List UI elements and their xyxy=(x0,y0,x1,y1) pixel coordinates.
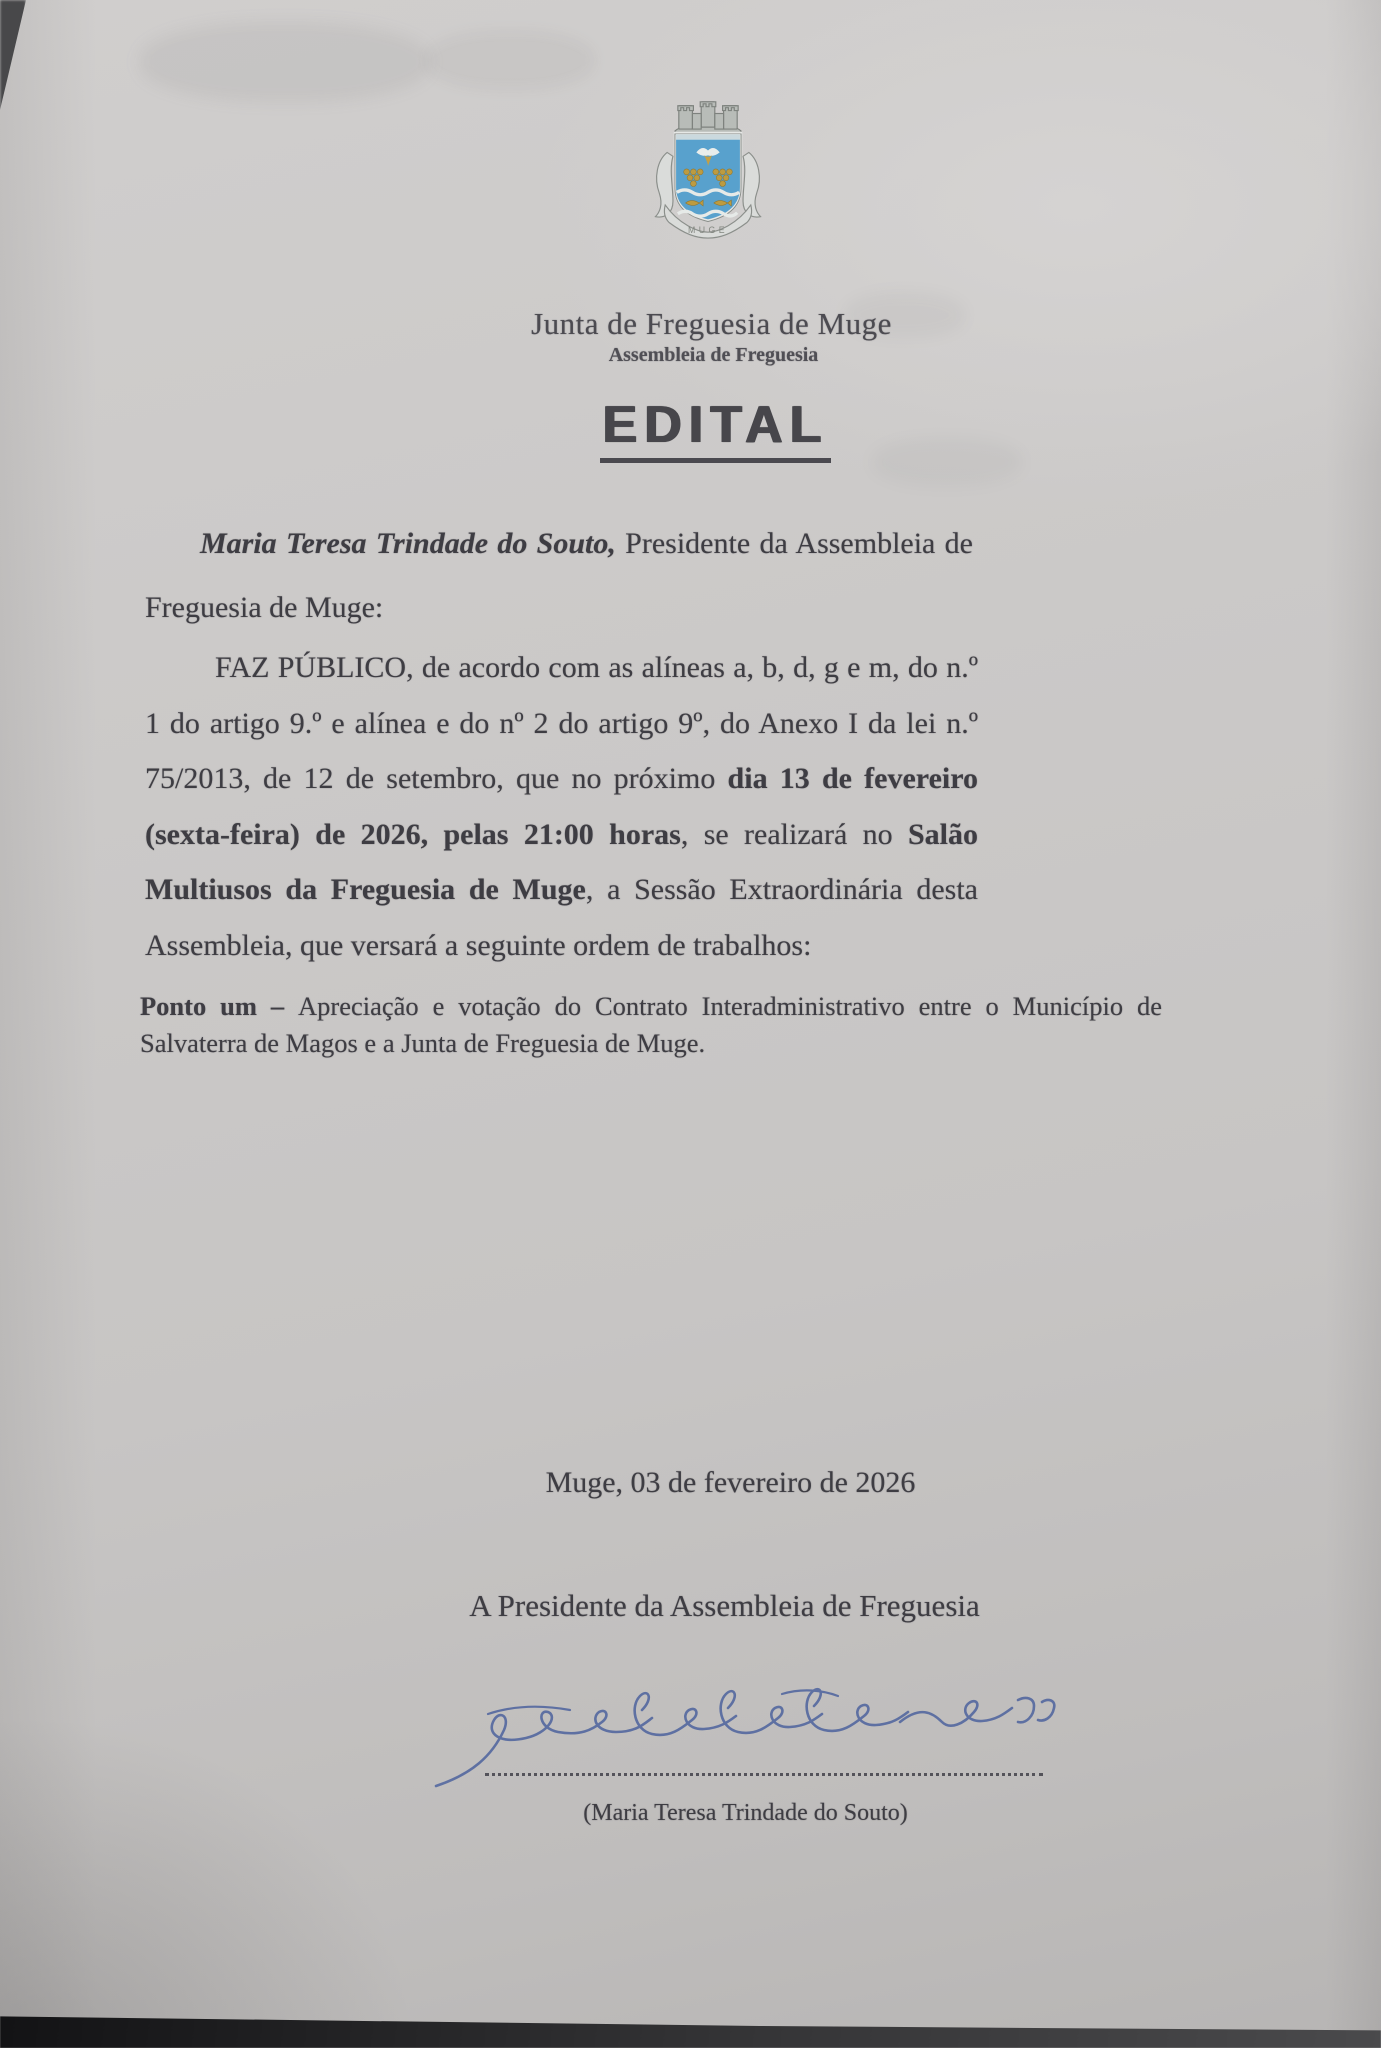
text-run: dia 13 de fevereiro (sexta-feira) de 2026, pelas 21:00 horas xyxy=(145,762,978,851)
signer-title: A Presidente da Assembleia de Freguesia xyxy=(469,1588,980,1623)
crest-motto: MUGE xyxy=(688,225,728,236)
text-run: Presidente da Assembleia de Freguesia de Muge: xyxy=(145,527,973,624)
text-run: Salão Multiusos da Freguesia de Muge xyxy=(145,817,978,906)
body-paragraph xyxy=(145,640,978,973)
text-run: , se realizará no xyxy=(680,817,908,851)
text-run: Maria Teresa Trindade do Souto, xyxy=(200,527,616,560)
org-subtitle: Assembleia de Freguesia xyxy=(608,344,819,366)
place-date-line: Muge, 03 de fevereiro de 2026 xyxy=(545,1466,916,1499)
signer-printed-name: (Maria Teresa Trindade do Souto) xyxy=(583,1800,908,1826)
text-run: FAZ PÚBLICO, de acordo com as alíneas a, b, d, g e m, do n.º 1 do artigo 9.º e alínea e do nº 2 do artigo 9º, do Anexo I da lei n.º 75/2013, de 12 de setembro, que no próximo xyxy=(145,651,978,795)
handwritten-signature xyxy=(430,1678,1074,1790)
document-title-row xyxy=(25,398,1381,463)
agenda-item-paragraph xyxy=(140,988,1162,1062)
signature-area xyxy=(430,1678,1074,1790)
text-run: Apreciação e votação do Contrato Interadministrativo entre o Município de Salvaterra de Magos e a Junta de Freguesia de Muge. xyxy=(140,991,1162,1058)
text-run: Ponto um – xyxy=(140,991,299,1021)
text-run: , a Sessão Extraordinária desta Assembleia, que versará a seguinte ordem de trabalhos: xyxy=(145,873,978,962)
org-name: Junta de Freguesia de Muge xyxy=(531,306,892,341)
document-title: EDITAL xyxy=(600,398,832,463)
muge-coat-of-arms xyxy=(644,96,772,240)
shield-chief-band xyxy=(676,134,740,140)
intro-paragraph xyxy=(145,512,973,640)
shield xyxy=(675,133,741,222)
